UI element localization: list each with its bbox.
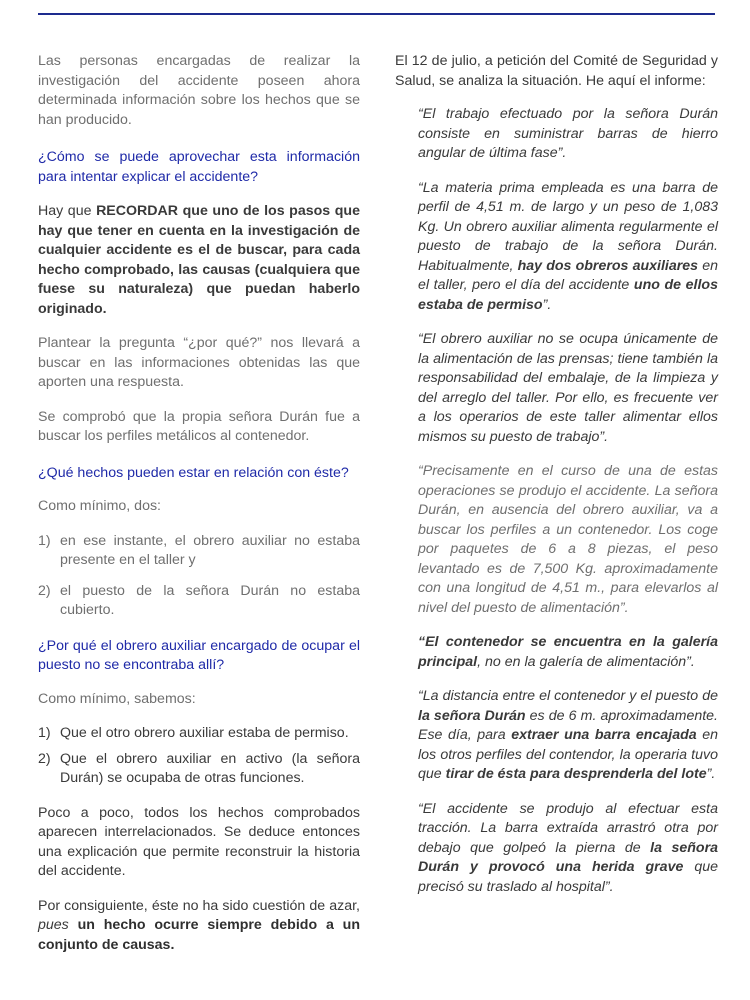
report-quote-6 [418,687,718,785]
facts-list [38,532,360,621]
quote6-part-a: “La distancia entre el contenedor y el puesto de [418,688,718,704]
reasons-list [38,724,360,789]
right-column [395,52,718,897]
report-quote-1: “El trabajo efectuado por la señora Durán consiste en suministrar barras de hierro angular de última fase”. [418,106,718,161]
list-item [38,750,360,789]
quote5-rest: , no en la galería de alimentación”. [477,653,695,670]
quote2-bold-a: hay dos obreros auxiliares [517,257,699,274]
verified-paragraph: Se comprobó que la propia señora Durán fue a buscar los perfiles metálicos al contenedor. [38,408,360,444]
quote7-end: que precisó su traslado al hospital”. [418,859,718,895]
recordar-lead: Hay que [38,203,97,219]
question-paragraph: Plantear la pregunta “¿por qué?” nos llevará a buscar en las informaciones obtenidas las que aporten una respuesta. [38,335,360,390]
list-text: Que el otro obrero auxiliar estaba de permiso. [60,725,349,741]
quote2-part-c: en el taller, pero el día del accidente [418,257,718,293]
question-heading-3: ¿Por qué el obrero auxiliar encargado de ocupar el puesto no se encontraba allí? [38,637,360,673]
report-quote-5 [418,633,718,672]
recordar-paragraph [38,202,360,319]
list-number: 1) [38,532,51,549]
quote5-bold: “El contenedor se encuentra en la galería principal [418,634,718,670]
report-quote-4: “Precisamente en el curso de una de estas operaciones se produjo el accidente. La señora Durán, en ausencia del obrero auxiliar, va a buscar los perfiles a un contenedor. Los coge por paquetes de 6 a 8 piezas, el peso levantado es de 7,500 Kg. aproximadamente con una longitud de 4,51 m., para elevarlos al nivel del puesto de alimentación”. [418,463,718,616]
quote7-part-a: “El accidente se produjo al efectuar esta tracción. La barra extraída arrastró otra por debajo que golpeó la pierna de [418,800,718,856]
causes-bold: un hecho ocurre siempre debido a un conjunto de causas. [38,917,360,953]
causes-pues: pues [38,917,69,933]
quote6-end: ”. [706,766,716,782]
report-quote-3: “El obrero auxiliar no se ocupa únicamente de la alimentación de las prensas; tiene también la responsabilidad del embalaje, de la limpieza y del arreglo del taller. Por ello, es frecuente ver a los operarios de este taller alimentar ellos mismos su puesto de trabajo”. [418,331,718,445]
quote7-bold: la señora Durán y provocó una herida grave [418,839,718,875]
list-text: el puesto de la señora Durán no estaba cubierto. [60,582,360,618]
list-number: 2) [38,582,51,599]
report-quote-2 [418,179,718,316]
question-heading-1: ¿Cómo se puede aprovechar esta información para intentar explicar el accidente? [38,149,360,185]
question-heading-2: ¿Qué hechos pueden estar en relación con éste? [38,464,349,481]
quote6-bold-b: extraer una barra encajada [511,727,697,743]
list-number: 1) [38,725,51,741]
conclusion-paragraph: Poco a poco, todos los hechos comprobados aparecen interrelacionados. Se deduce entonces una explicación que permite reconstruir la historia del accidente. [38,804,360,879]
left-column [38,52,360,955]
list-text: Que el obrero auxiliar en activo (la señora Durán) se ocupaba de otras funciones. [60,750,360,786]
report-intro: El 12 de julio, a petición del Comité de Seguridad y Salud, se analiza la situación. He aquí el informe: [395,53,718,89]
quote2-end: ”. [542,296,552,313]
minimum-two-paragraph: Como mínimo, dos: [38,498,161,514]
list-item [38,582,360,621]
causes-paragraph [38,897,360,956]
list-number: 2) [38,750,51,767]
list-text: en ese instante, el obrero auxiliar no estaba presente en el taller y [60,532,360,568]
quote2-bold-b: uno de ellos estaba de permiso [418,277,718,313]
top-rule [38,13,715,15]
quote6-bold-a: la señora Durán [418,707,526,724]
minimum-know-paragraph: Como mínimo, sabemos: [38,690,196,707]
list-item [38,532,360,571]
quote6-part-e: en los otros perfiles del contendor, la operaria tuvo que [418,727,718,782]
quote2-part-a: “La materia prima empleada es una barra de perfil de 4,51 m. de largo y un peso de 1,083 Kg. Un obrero auxiliar alimenta regularmente el puesto de trabajo de la señora Durán. Habitualmente, [418,179,718,274]
quote6-bold-c: tirar de ésta para desprenderla del lote [445,766,707,782]
list-item [38,724,360,744]
causes-lead: Por consiguiente, éste no ha sido cuestión de azar, [38,897,360,914]
report-quote-7 [418,800,718,898]
intro-paragraph: Las personas encargadas de realizar la investigación del accidente poseen ahora determinada información sobre los hechos que se han producido. [38,53,360,128]
recordar-bold: RECORDAR que uno de los pasos que hay que tener en cuenta en la investigación de cualquier accidente es el de buscar, para cada hecho comprobado, las causas (cualquiera que fuese su naturaleza) que puedan haberlo originado. [38,203,360,317]
quote6-part-c: es de 6 m. aproximadamente. Ese día, para [418,707,718,743]
